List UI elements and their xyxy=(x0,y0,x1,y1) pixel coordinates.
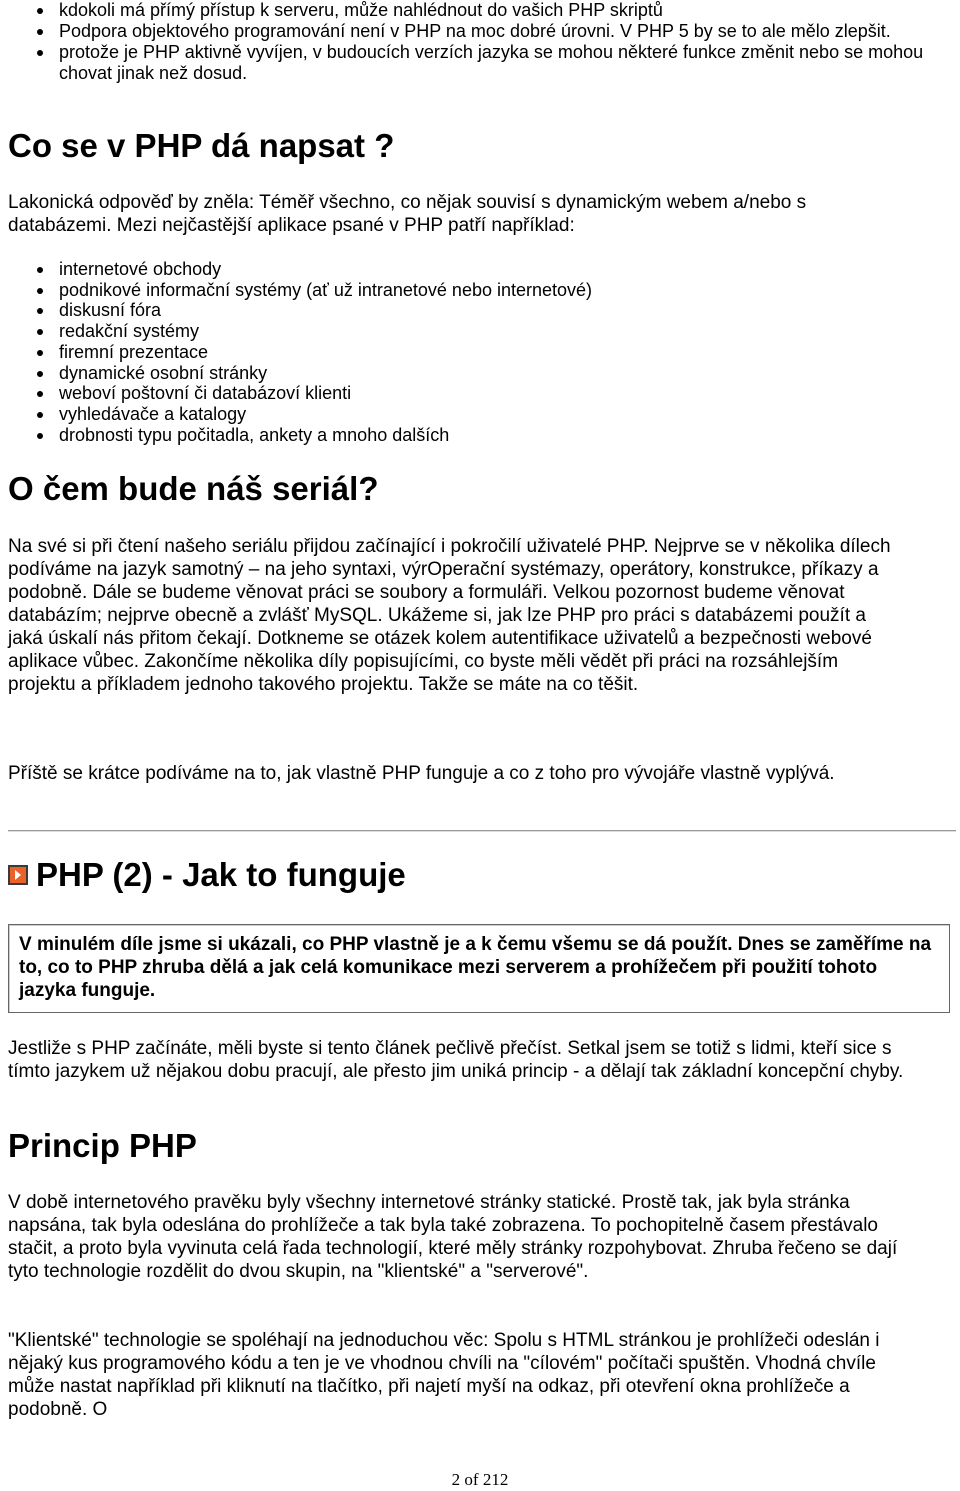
page-number: 2 of 212 xyxy=(451,1470,509,1489)
list-item: internetové obchody xyxy=(37,259,917,280)
list-item: firemní prezentace xyxy=(37,342,917,363)
principle-paragraph-2: "Klientské" technologie se spoléhají na jednoduchou věc: Spolu s HTML stránkou je prohlížeči odeslán i nějaký kus programového kódu a ten je ve vhodnou chvíli na "cílovém" počítači spuštěn. Vhodná chvíle může nastat například při kliknutí na tlačítko, při najetí myší na odkaz, při otevření okna prohlížeče a podobně. O xyxy=(8,1330,880,1420)
list-item: drobnosti typu počitadla, ankety a mnoho dalších xyxy=(37,425,917,446)
series-description-paragraph: Na své si při čtení našeho seriálu přijdou začínající i pokročilí uživatelé PHP. Nejprve se v několika dílech podíváme na jazyk samotný – na jeho syntaxi, výrOperační systémazy, operátory, konstrukce, příkazy a podobně. Dále se budeme věnovat práci se soubory a formuláři. Velkou pozornost budeme věnovat databázím; nejprve obecně a zvlášť MySQL. Ukážeme si, jak lze PHP pro práci s databázemi použít a jaká úskalí nás přitom čekají. Dotkneme se otázek kolem autentifikace uživatelů a bezpečnosti webové aplikace vůbec. Zakončíme několika díly popisujícími, co byste měli vědět při práci na rozsáhlejším projektu a příkladem jednoho takového projektu. Takže se máte na co těšit. xyxy=(8,536,891,695)
section-divider xyxy=(8,830,956,832)
section-heading-what-to-write: Co se v PHP dá napsat ? xyxy=(8,127,395,164)
next-episode-paragraph: Příště se krátce podíváme na to, jak vlastně PHP funguje a co z toho pro vývojáře vlastně vyplývá. xyxy=(8,763,835,784)
article-perex-box: V minulém díle jsme si ukázali, co PHP vlastně je a k čemu všemu se dá použít. Dnes se zaměříme na to, co to PHP zhruba dělá a jak celá komunikace mezi serverem a prohížečem při použití tohoto jazyka funguje. xyxy=(8,924,950,1013)
list-item: weboví poštovní či databázoví klienti xyxy=(37,383,917,404)
section-heading-principle: Princip PHP xyxy=(8,1127,197,1164)
list-item: podnikové informační systémy (ať už intranetové nebo internetové) xyxy=(37,280,917,301)
arrow-right-icon xyxy=(8,865,28,885)
list-item: redakční systémy xyxy=(37,321,917,342)
disadvantages-list xyxy=(37,0,937,84)
list-item: dynamické osobní stránky xyxy=(37,363,917,384)
section-heading-series: O čem bude náš seriál? xyxy=(8,470,379,507)
section-intro-paragraph: Lakonická odpověď by zněla: Téměř všechno, co nějak souvisí s dynamickým webem a/nebo s databázemi. Mezi nejčastější aplikace psané v PHP patří například: xyxy=(8,192,807,236)
applications-list xyxy=(37,259,917,445)
principle-paragraph-1: V době internetového pravěku byly všechny internetové stránky statické. Prostě tak, jak byla stránka napsána, tak byla odeslána do prohlížeče a tak byla také zobrazena. To pochopitelně časem přestávalo stačit, a proto byla vyvinuta celá řada technologií, které měly stránky rozpohybovat. Zhruba řečeno se dají tyto technologie rozdělit do dvou skupin, na "klientské" a "serverové". xyxy=(8,1192,898,1282)
list-item: kdokoli má přímý přístup k serveru, může nahlédnout do vašich PHP skriptů xyxy=(37,0,937,21)
list-item: Podpora objektového programování není v PHP na moc dobré úrovni. V PHP 5 by se to ale mělo zlepšit. xyxy=(37,21,937,42)
article-intro-paragraph: Jestliže s PHP začínáte, měli byste si tento článek pečlivě přečíst. Setkal jsem se totiž s lidmi, kteří sice s tímto jazykem už nějakou dobu pracují, ale přesto jim uniká princip - a dělají tak základní koncepční chyby. xyxy=(8,1038,904,1082)
article-title: PHP (2) - Jak to funguje xyxy=(36,856,406,893)
list-item: protože je PHP aktivně vyvíjen, v budoucích verzích jazyka se mohou některé funkce změnit nebo se mohou chovat jinak než dosud. xyxy=(37,42,937,84)
article-header xyxy=(8,856,406,894)
list-item: diskusní fóra xyxy=(37,300,917,321)
list-item: vyhledávače a katalogy xyxy=(37,404,917,425)
